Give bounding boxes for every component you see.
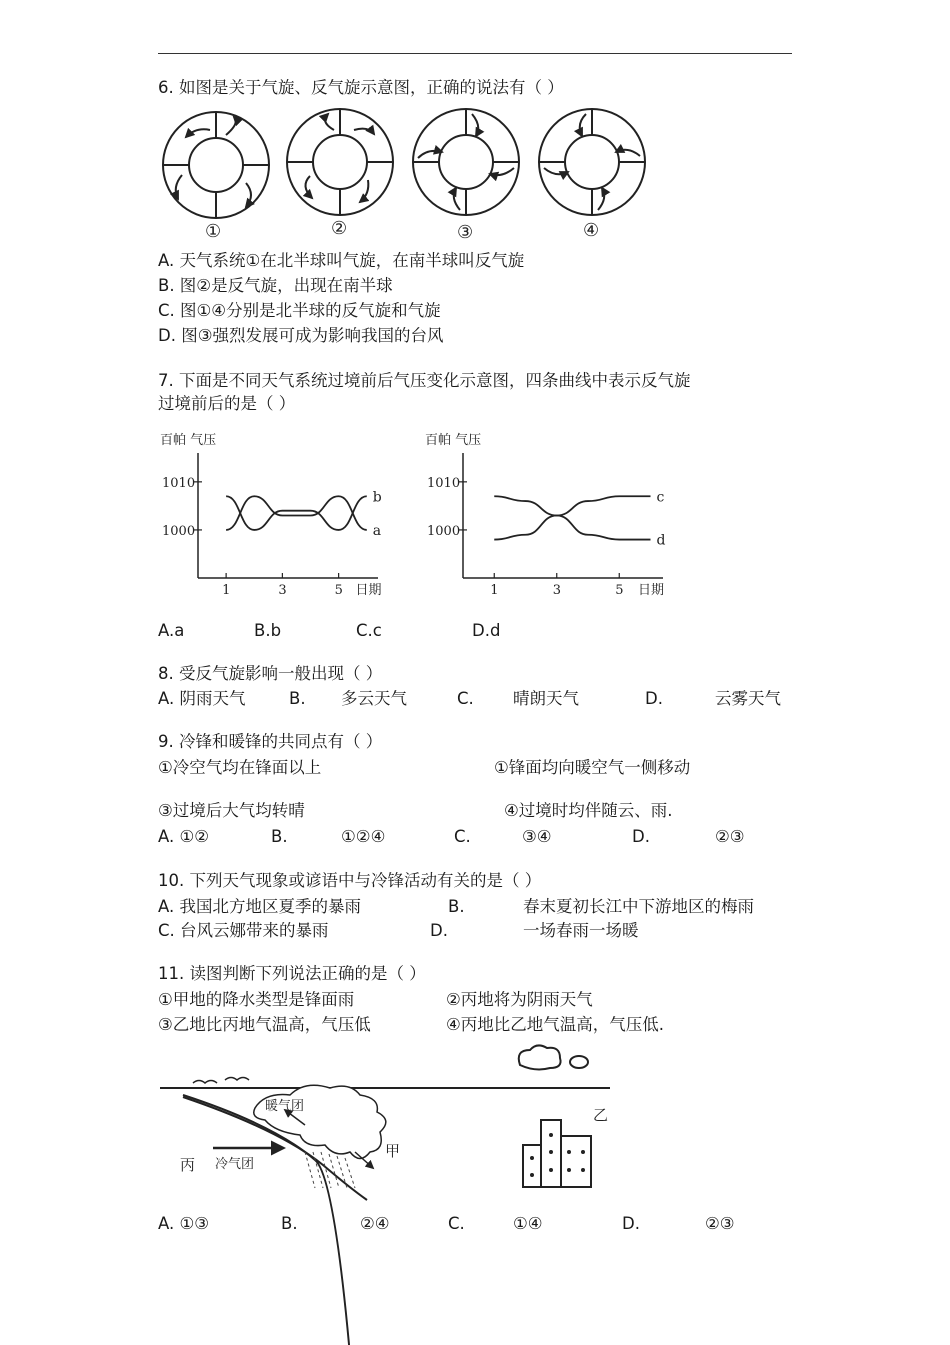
q9-option-a: A. ①② (158, 827, 210, 846)
series-label-d: d (656, 532, 666, 549)
q10-option-b: 春末夏初长江中下游地区的梅雨 (523, 897, 754, 916)
y-tick-label: 1010 (162, 475, 196, 491)
q10-option-c: C. 台风云娜带来的暴雨 (158, 921, 329, 940)
pressure-chart-2 (415, 428, 685, 608)
q10-option-a: A. 我国北方地区夏季的暴雨 (158, 897, 361, 916)
y-tick-label: 1000 (427, 523, 461, 539)
x-tick-label: 3 (552, 583, 562, 598)
q6-option-c: C. 图①④分别是北半球的反气旋和气旋 (158, 301, 441, 320)
series-label-b: b (372, 489, 382, 506)
warm-air-label: 暖气团 (265, 1099, 305, 1114)
cyclone-diagram-1 (163, 112, 269, 218)
place-yi: 乙 (593, 1106, 609, 1124)
q11-option-a: A. ①③ (158, 1214, 210, 1233)
q10-option-b-key: B. (448, 897, 465, 916)
q6-option-a: A. 天气系统①在北半球叫气旋，在南半球叫反气旋 (158, 251, 525, 270)
q9-statement-1: ①冷空气均在锋面以上 (158, 758, 322, 777)
q6-option-b: B. 图②是反气旋，出现在南半球 (158, 276, 393, 295)
q9-statement-2: ①锋面均向暖空气一侧移动 (494, 758, 691, 777)
q9-statement-3: ③过境后大气均转晴 (158, 801, 305, 820)
q8-option-c-key: C. (457, 689, 474, 708)
x-axis-label: 日期 (355, 583, 382, 598)
q11-stem: 11. 读图判断下列说法正确的是（ ） (158, 964, 426, 983)
q11-option-d: ②③ (705, 1214, 735, 1233)
q9-option-b-key: B. (271, 827, 288, 846)
x-tick-label: 1 (222, 583, 231, 598)
q11-statement-1: ①甲地的降水类型是锋面雨 (158, 990, 355, 1009)
series-line-a (226, 496, 367, 530)
place-jia: 甲 (385, 1142, 401, 1160)
q11-option-c-key: C. (448, 1214, 465, 1233)
q9-option-d: ②③ (715, 827, 745, 846)
cyclone-diagram-4 (539, 109, 645, 215)
y-axis-label: 百帕 气压 (160, 433, 217, 448)
q11-statement-2: ②丙地将为阴雨天气 (446, 990, 593, 1009)
q7-option-d: D.d (472, 621, 501, 640)
q7-option-a: A.a (158, 621, 185, 640)
q11-statement-3: ③乙地比丙地气温高，气压低 (158, 1015, 371, 1034)
q6-stem: 6. 如图是关于气旋、反气旋示意图，正确的说法有（ ） (158, 78, 564, 97)
q8-option-d: 云雾天气 (715, 689, 781, 708)
q9-option-d-key: D. (632, 827, 650, 846)
y-tick-label: 1000 (162, 523, 196, 539)
q6-option-d: D. 图③强烈发展可成为影响我国的台风 (158, 326, 444, 345)
x-tick-label: 5 (334, 583, 343, 598)
q9-option-c: ③④ (522, 827, 552, 846)
x-tick-label: 5 (615, 583, 624, 598)
q7-option-b: B.b (254, 621, 282, 640)
circle-label-2: ② (331, 218, 348, 239)
q7-option-c: C.c (356, 621, 382, 640)
cold-air-label: 冷气团 (215, 1157, 255, 1172)
q10-option-d: 一场春雨一场暖 (523, 921, 639, 940)
q8-stem: 8. 受反气旋影响一般出现（ ） (158, 664, 383, 683)
header-rule (158, 53, 792, 54)
front-diagram (155, 1040, 615, 1210)
cyclone-diagram-2 (287, 109, 393, 215)
q7-stem-line2: 过境前后的是（ ） (158, 394, 296, 413)
circle-label-4: ④ (583, 220, 600, 241)
q11-option-c: ①④ (513, 1214, 543, 1233)
place-bing: 丙 (180, 1156, 196, 1174)
q8-option-c: 晴朗天气 (513, 689, 579, 708)
q8-option-b: 多云天气 (341, 689, 407, 708)
q8-option-a: A. 阴雨天气 (158, 689, 246, 708)
series-line-d (494, 516, 650, 540)
series-label-c: c (656, 489, 665, 506)
q9-option-c-key: C. (454, 827, 471, 846)
q9-option-b: ①②④ (341, 827, 386, 846)
q8-option-b-key: B. (289, 689, 306, 708)
q11-option-b-key: B. (281, 1214, 298, 1233)
q10-stem: 10. 下列天气现象或谚语中与冷锋活动有关的是（ ） (158, 871, 542, 890)
cyclone-diagram-3 (413, 109, 519, 215)
q9-statement-4: ④过境时均伴随云、雨. (504, 801, 673, 820)
q8-option-d-key: D. (645, 689, 663, 708)
y-axis-label: 百帕 气压 (425, 433, 482, 448)
q11-statement-4: ④丙地比乙地气温高，气压低. (446, 1015, 665, 1034)
x-tick-label: 1 (490, 583, 499, 598)
x-axis-label: 日期 (638, 583, 665, 598)
q11-option-d-key: D. (622, 1214, 640, 1233)
q10-option-d-key: D. (430, 921, 448, 940)
q11-option-b: ②④ (360, 1214, 390, 1233)
q7-stem-line1: 7. 下面是不同天气系统过境前后气压变化示意图，四条曲线中表示反气旋 (158, 371, 691, 390)
y-tick-label: 1010 (427, 475, 461, 491)
series-label-a: a (372, 522, 382, 539)
x-tick-label: 3 (278, 583, 287, 598)
series-line-c (494, 496, 650, 515)
q9-stem: 9. 冷锋和暖锋的共同点有（ ） (158, 732, 383, 751)
circle-label-3: ③ (457, 222, 474, 243)
series-line-b (226, 496, 367, 530)
circle-label-1: ① (205, 221, 222, 242)
pressure-chart-1 (150, 428, 400, 608)
